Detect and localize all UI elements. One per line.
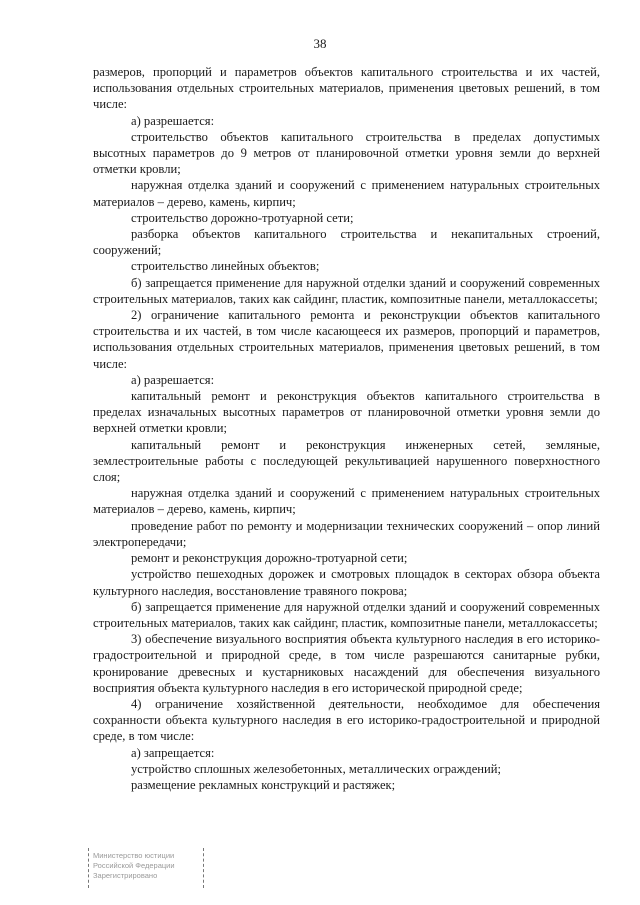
paragraph: наружная отделка зданий и сооружений с применением натуральных строительных материалов – дерево, камень, кирпич; [93, 178, 600, 209]
paragraph: устройство сплошных железобетонных, металлических ограждений; [131, 761, 502, 776]
paragraph: а) разрешается: [131, 113, 215, 128]
stamp-line: Зарегистрировано [93, 871, 158, 880]
paragraph: устройство пешеходных дорожек и смотровых площадок в секторах обзора объекта культурного наследия, восстановление травяного покрова; [93, 567, 600, 598]
paragraph: а) запрещается: [131, 745, 215, 760]
paragraph: капитальный ремонт и реконструкция объектов капитального строительства в пределах изначальных высотных параметров от планировочной отметки уровня земли до верхней отметки кровли; [93, 389, 600, 436]
paragraph: 3) обеспечение визуального восприятия объекта культурного наследия в его историко-градостроительной и природной среде, в том числе разрешаются санитарные рубки, кронирование древесных и кустарниковых насаждений для обеспечения визуального восприятия объекта культурного наследия в его исторической природной среде; [93, 632, 600, 695]
paragraph: строительство линейных объектов; [131, 259, 320, 274]
paragraph: наружная отделка зданий и сооружений с применением натуральных строительных материалов – дерево, камень, кирпич; [93, 486, 600, 517]
paragraph: строительство дорожно-тротуарной сети; [131, 210, 354, 225]
paragraph: ремонт и реконструкция дорожно-тротуарной сети; [131, 551, 408, 566]
paragraph: строительство объектов капитального строительства в пределах допустимых высотных параметров до 9 метров от планировочной отметки уровня земли до верхней отметки кровли; [93, 129, 600, 177]
paragraph: размещение рекламных конструкций и растяжек; [131, 777, 396, 792]
page-number: 38 [313, 36, 327, 51]
stamp-line: Министерство юстиции [93, 851, 175, 860]
paragraph: б) запрещается применение для наружной отделки зданий и сооружений современных строительных материалов, таких как сайдинг, пластик, композитные панели, металлокассеты; [93, 275, 600, 306]
registration-stamp [88, 848, 204, 888]
paragraph: разборка объектов капитального строительства и некапитальных строений, сооружений; [93, 227, 600, 258]
paragraph: 4) ограничение хозяйственной деятельности, необходимое для обеспечения сохранности объекта культурного наследия в его историко-градостроительной и природной среде, в том числе: [93, 696, 600, 744]
paragraph: б) запрещается применение для наружной отделки зданий и сооружений современных строительных материалов, таких как сайдинг, пластик, композитные панели, металлокассеты; [93, 599, 600, 630]
paragraph: проведение работ по ремонту и модернизации технических сооружений – опор линий электропередачи; [93, 518, 600, 549]
paragraph: капитальный ремонт и реконструкция инженерных сетей, земляные, землестроительные работы с последующей рекультивацией нарушенного поверхностного слоя; [93, 437, 600, 485]
stamp-line: Российской Федерации [93, 861, 175, 870]
document-body [93, 64, 600, 793]
paragraph: а) разрешается: [131, 372, 215, 387]
paragraph: размеров, пропорций и параметров объектов капитального строительства и их частей, использования отдельных строительных материалов, применения цветовых решений, в том числе: [93, 65, 600, 112]
paragraph: 2) ограничение капитального ремонта и реконструкции объектов капитального строительства и их частей, в том числе касающееся их размеров, пропорций и параметров, использования отдельных строительных материалов, применения цветовых решений, в том числе: [93, 308, 600, 371]
